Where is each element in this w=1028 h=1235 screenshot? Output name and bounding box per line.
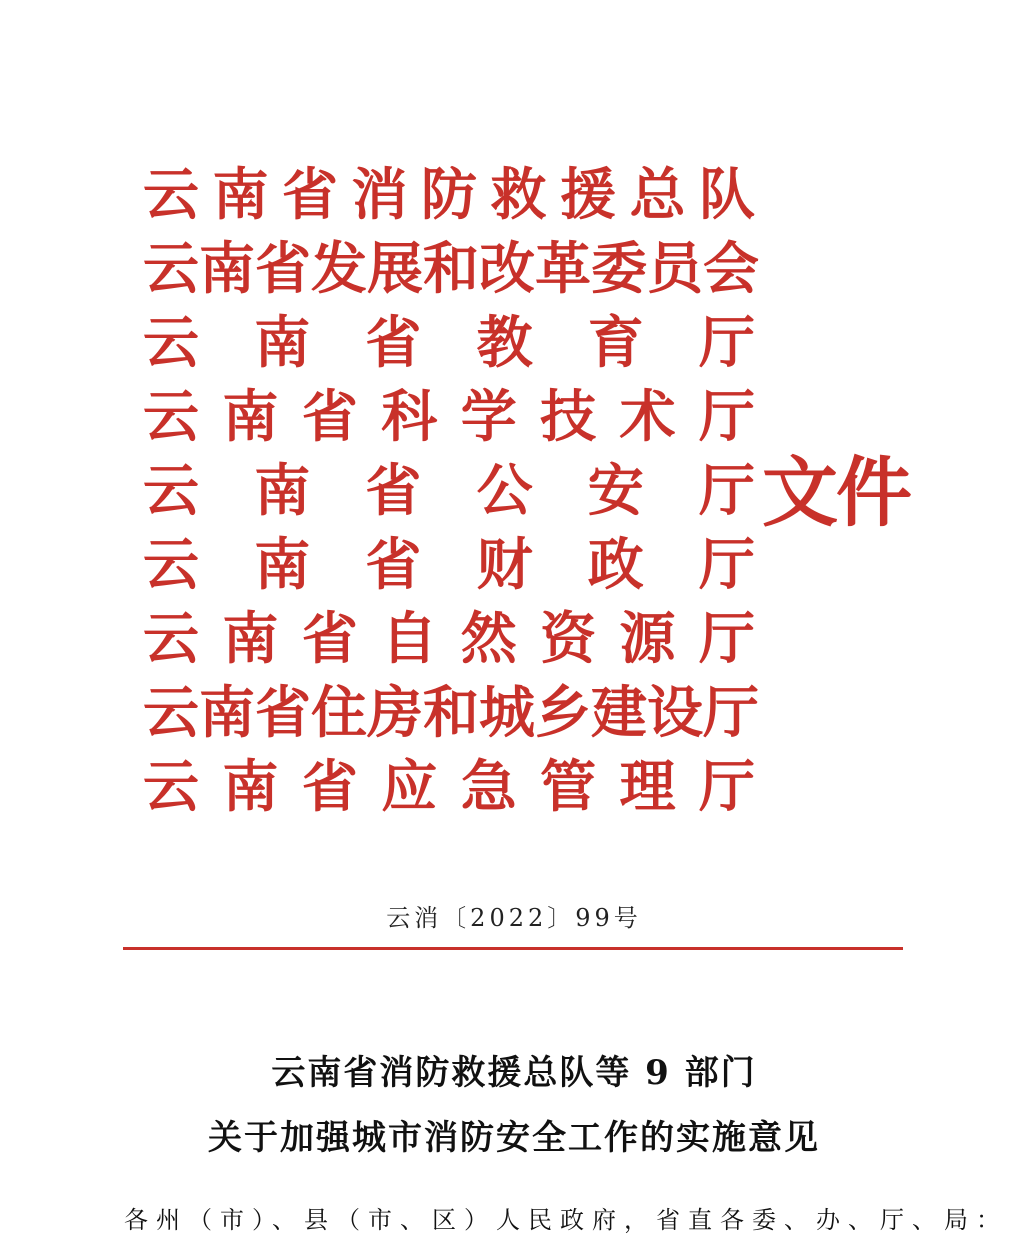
department-line (143, 676, 759, 750)
department-char: 教 (476, 310, 533, 376)
department-char: 南 (212, 162, 269, 228)
department-char: 政 (587, 532, 644, 598)
department-line (143, 306, 755, 380)
department-char: 厅 (698, 384, 755, 450)
department-line (143, 158, 755, 232)
department-char: 公 (476, 458, 533, 524)
department-char: 云 (143, 458, 199, 524)
department-char: 云 (143, 236, 199, 302)
red-divider-line (123, 947, 903, 950)
department-char: 厅 (703, 680, 759, 746)
document-title-line-1: 云南省消防救援总队等 9 部门 (271, 1053, 757, 1093)
department-char: 和 (423, 680, 479, 746)
department-char: 省 (255, 680, 311, 746)
department-char: 云 (143, 162, 199, 228)
department-char: 援 (560, 162, 616, 228)
department-char: 安 (587, 458, 644, 524)
department-char: 队 (699, 162, 755, 228)
department-char: 省 (282, 162, 338, 228)
department-char: 源 (619, 606, 676, 672)
department-char: 应 (381, 754, 438, 820)
department-char: 省 (365, 310, 422, 376)
department-char: 云 (143, 532, 199, 598)
department-char: 省 (301, 606, 358, 672)
department-char: 员 (647, 236, 703, 302)
department-char: 发 (311, 236, 367, 302)
department-char: 然 (460, 606, 517, 672)
department-char: 防 (421, 162, 477, 228)
department-char: 南 (254, 532, 311, 598)
issuing-departments (143, 158, 759, 824)
department-line (143, 528, 755, 602)
document-title-line-2: 关于加强城市消防安全工作的实施意见 (208, 1118, 820, 1158)
department-char: 住 (311, 680, 367, 746)
salutation: 各州（市）、县（市、区）人民政府，省直各委、办、厅、局： (124, 1206, 1008, 1234)
document-number: 云消〔2022〕99号 (386, 904, 642, 932)
department-char: 资 (540, 606, 597, 672)
department-char: 建 (591, 680, 647, 746)
department-char: 委 (591, 236, 647, 302)
department-char: 会 (703, 236, 759, 302)
department-char: 南 (254, 458, 311, 524)
department-char: 云 (143, 606, 199, 672)
department-char: 厅 (698, 606, 755, 672)
department-char: 云 (143, 310, 199, 376)
department-char: 急 (460, 754, 517, 820)
department-char: 和 (423, 236, 479, 302)
department-char: 改 (479, 236, 535, 302)
department-char: 管 (540, 754, 597, 820)
department-char: 南 (222, 384, 279, 450)
department-char: 展 (367, 236, 423, 302)
department-char: 省 (255, 236, 311, 302)
department-char: 技 (540, 384, 597, 450)
department-char: 救 (490, 162, 547, 228)
department-char: 革 (535, 236, 591, 302)
department-char: 云 (143, 754, 199, 820)
department-char: 科 (381, 384, 438, 450)
department-char: 学 (460, 384, 517, 450)
department-char: 财 (476, 532, 533, 598)
department-char: 房 (367, 680, 423, 746)
department-char: 乡 (535, 680, 591, 746)
department-char: 省 (301, 384, 358, 450)
department-char: 术 (619, 384, 676, 450)
department-char: 南 (222, 606, 279, 672)
department-char: 南 (222, 754, 279, 820)
department-char: 云 (143, 680, 199, 746)
department-line (143, 454, 755, 528)
department-char: 理 (619, 754, 676, 820)
department-char: 省 (301, 754, 358, 820)
department-char: 南 (254, 310, 311, 376)
department-char: 省 (365, 458, 422, 524)
department-char: 南 (199, 680, 255, 746)
department-char: 厅 (698, 310, 755, 376)
department-line (143, 750, 755, 824)
department-char: 设 (647, 680, 703, 746)
department-char: 育 (587, 310, 644, 376)
department-char: 云 (143, 384, 199, 450)
department-line (143, 232, 759, 306)
department-char: 自 (381, 606, 438, 672)
department-char: 总 (629, 162, 686, 228)
department-char: 城 (479, 680, 535, 746)
document-suffix: 文件 (762, 448, 910, 537)
department-char: 厅 (698, 458, 755, 524)
department-line (143, 380, 755, 454)
department-char: 厅 (698, 532, 755, 598)
department-char: 省 (365, 532, 422, 598)
department-char: 南 (199, 236, 255, 302)
department-char: 消 (351, 162, 408, 228)
department-char: 厅 (698, 754, 755, 820)
department-line (143, 602, 755, 676)
